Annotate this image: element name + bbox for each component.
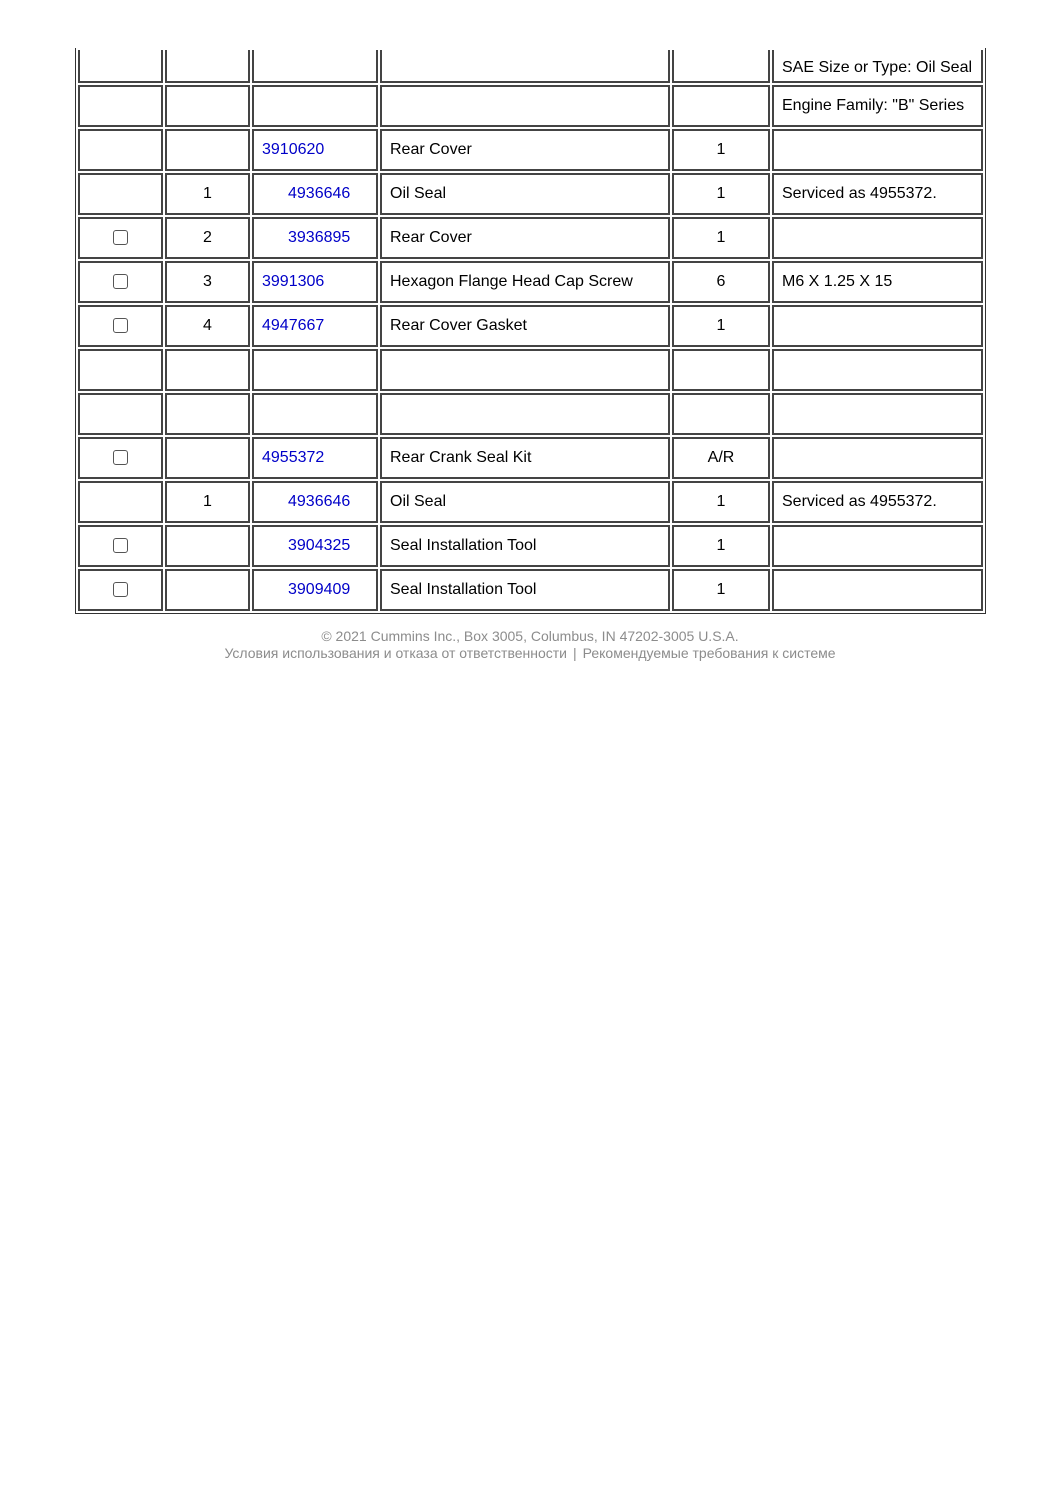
remarks-cell: M6 X 1.25 X 15 [772,261,983,303]
select-cell [78,525,163,567]
part-number-link[interactable]: 4947667 [262,317,325,334]
ref-number-cell: 1 [165,173,250,215]
description-cell [380,85,670,127]
select-cell [78,173,163,215]
footer-separator: | [573,645,577,661]
part-number-cell [252,50,378,83]
table-row [78,437,983,479]
description-cell: Oil Seal [380,173,670,215]
quantity-cell: 1 [672,129,770,171]
table-row [78,129,983,171]
remarks-cell [772,525,983,567]
part-number-cell [252,85,378,127]
remarks-cell [772,569,983,611]
select-cell [78,261,163,303]
ref-number-cell [165,50,250,83]
description-cell: Seal Installation Tool [380,525,670,567]
quantity-cell: 1 [672,569,770,611]
select-checkbox[interactable] [113,582,128,597]
page-footer [0,628,1060,662]
select-checkbox[interactable] [113,274,128,289]
remarks-cell [772,437,983,479]
ref-number-cell [165,129,250,171]
remarks-cell: Engine Family: "B" Series [772,85,983,127]
remarks-cell: SAE Size or Type: Oil Seal [772,50,983,83]
part-number-link[interactable]: 3991306 [262,273,325,290]
table-row [78,50,983,83]
footer-links [0,645,1060,662]
description-cell: Oil Seal [380,481,670,523]
ref-number-cell [165,349,250,391]
quantity-cell: 6 [672,261,770,303]
table-row [78,481,983,523]
description-cell: Hexagon Flange Head Cap Screw [380,261,670,303]
description-cell [380,349,670,391]
select-checkbox[interactable] [113,318,128,333]
copyright-text: © 2021 Cummins Inc., Box 3005, Columbus, IN 47202-3005 U.S.A. [321,628,739,644]
remarks-cell [772,305,983,347]
select-cell [78,217,163,259]
quantity-cell: 1 [672,217,770,259]
part-number-link[interactable]: 3910620 [262,141,325,158]
ref-number-cell [165,525,250,567]
part-number-cell [252,305,378,347]
description-cell [380,50,670,83]
quantity-cell: 1 [672,481,770,523]
part-number-cell [252,437,378,479]
part-number-cell [252,393,378,435]
quantity-cell: 1 [672,173,770,215]
table-row [78,393,983,435]
select-checkbox[interactable] [113,538,128,553]
select-cell [78,50,163,83]
part-number-cell [252,217,378,259]
description-cell: Rear Cover [380,217,670,259]
part-number-link[interactable]: 3909409 [288,581,351,598]
quantity-cell: 1 [672,305,770,347]
remarks-cell [772,349,983,391]
ref-number-cell [165,437,250,479]
terms-link[interactable]: Условия использования и отказа от ответственности [224,645,567,661]
quantity-cell: A/R [672,437,770,479]
description-cell [380,393,670,435]
select-cell [78,569,163,611]
ref-number-cell [165,85,250,127]
ref-number-cell: 2 [165,217,250,259]
select-checkbox[interactable] [113,450,128,465]
table-row [78,569,983,611]
table-row [78,525,983,567]
ref-number-cell: 1 [165,481,250,523]
part-number-cell [252,173,378,215]
part-number-cell [252,349,378,391]
table-row [78,305,983,347]
ref-number-cell [165,393,250,435]
ref-number-cell: 4 [165,305,250,347]
table-row [78,173,983,215]
remarks-cell [772,129,983,171]
remarks-cell: Serviced as 4955372. [772,173,983,215]
part-number-cell [252,525,378,567]
description-cell: Rear Cover [380,129,670,171]
quantity-cell [672,85,770,127]
select-cell [78,129,163,171]
part-number-cell [252,261,378,303]
part-number-link[interactable]: 4955372 [262,449,325,466]
description-cell: Seal Installation Tool [380,569,670,611]
select-cell [78,305,163,347]
remarks-cell [772,393,983,435]
description-cell: Rear Cover Gasket [380,305,670,347]
quantity-cell [672,50,770,83]
parts-list-table [75,48,986,614]
quantity-cell: 1 [672,525,770,567]
parts-table-body [78,50,983,611]
table-row [78,85,983,127]
table-row [78,349,983,391]
part-number-link[interactable]: 3904325 [288,537,351,554]
part-number-cell [252,129,378,171]
remarks-cell: Serviced as 4955372. [772,481,983,523]
table-row [78,261,983,303]
select-cell [78,481,163,523]
part-number-cell [252,481,378,523]
select-checkbox[interactable] [113,230,128,245]
ref-number-cell [165,569,250,611]
ref-number-cell: 3 [165,261,250,303]
select-cell [78,349,163,391]
quantity-cell [672,349,770,391]
part-number-link[interactable]: 4936646 [288,185,351,202]
part-number-link[interactable]: 3936895 [288,229,351,246]
select-cell [78,85,163,127]
select-cell [78,393,163,435]
table-row [78,217,983,259]
description-cell: Rear Crank Seal Kit [380,437,670,479]
select-cell [78,437,163,479]
part-number-link[interactable]: 4936646 [288,493,351,510]
system-requirements-link[interactable]: Рекомендуемые требования к системе [582,645,836,661]
part-number-cell [252,569,378,611]
remarks-cell [772,217,983,259]
quantity-cell [672,393,770,435]
